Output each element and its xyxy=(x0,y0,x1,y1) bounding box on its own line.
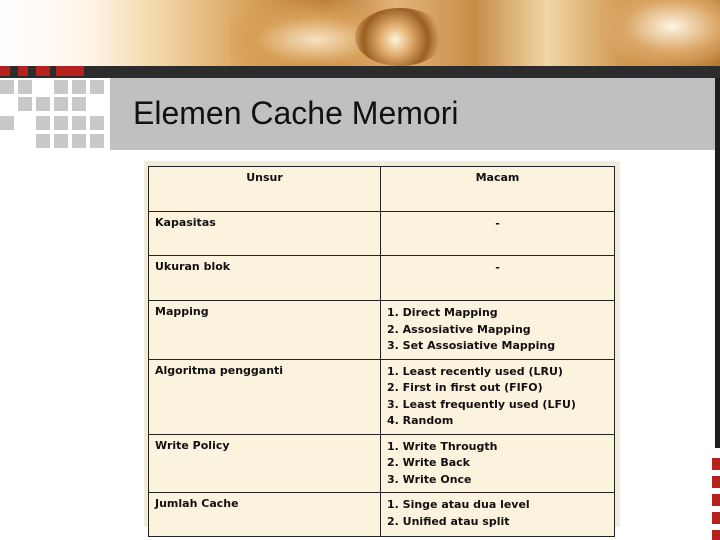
row-unsur: Write Policy xyxy=(149,434,381,493)
header-photo-person xyxy=(600,0,720,66)
cache-elements-table-frame xyxy=(144,161,620,527)
row-unsur: Kapasitas xyxy=(149,212,381,256)
slide-title: Elemen Cache Memori xyxy=(133,95,459,131)
table-row xyxy=(149,256,615,301)
macam-line: 4. Random xyxy=(387,414,454,427)
row-unsur: Ukuran blok xyxy=(149,256,381,301)
row-unsur: Jumlah Cache xyxy=(149,493,381,537)
table-row xyxy=(149,212,615,256)
macam-line: 3. Set Assosiative Mapping xyxy=(387,339,556,352)
macam-line: 1. Singe atau dua level xyxy=(387,498,530,511)
row-unsur: Mapping xyxy=(149,301,381,360)
macam-line: 1. Least recently used (LRU) xyxy=(387,364,563,378)
table-row xyxy=(149,493,615,537)
header-dark-bar xyxy=(0,66,720,78)
macam-line: 1. Write Througth xyxy=(387,439,498,453)
cache-elements-table xyxy=(148,166,615,537)
macam-line: 2. First in first out (FIFO) xyxy=(387,381,543,394)
header-unsur: Unsur xyxy=(149,167,381,212)
row-macam xyxy=(381,434,615,493)
table-header-row xyxy=(149,167,615,212)
row-macam: - xyxy=(381,256,615,301)
header-macam: Macam xyxy=(381,167,615,212)
title-banner-edge xyxy=(715,78,720,448)
table-row xyxy=(149,434,615,493)
header-photo xyxy=(0,0,720,66)
row-unsur: Algoritma pengganti xyxy=(149,359,381,434)
row-macam: - xyxy=(381,212,615,256)
row-macam xyxy=(381,493,615,537)
macam-line: 3. Least frequently used (LFU) xyxy=(387,397,576,411)
macam-line: 2. Write Back xyxy=(387,456,470,469)
row-macam xyxy=(381,301,615,360)
header-photo-disk xyxy=(355,8,445,66)
macam-line: 2. Assosiative Mapping xyxy=(387,322,531,336)
macam-line: 3. Write Once xyxy=(387,472,472,486)
table-row xyxy=(149,301,615,360)
row-macam xyxy=(381,359,615,434)
macam-line: 2. Unified atau split xyxy=(387,514,510,528)
macam-line: 1. Direct Mapping xyxy=(387,306,498,319)
table-row xyxy=(149,359,615,434)
